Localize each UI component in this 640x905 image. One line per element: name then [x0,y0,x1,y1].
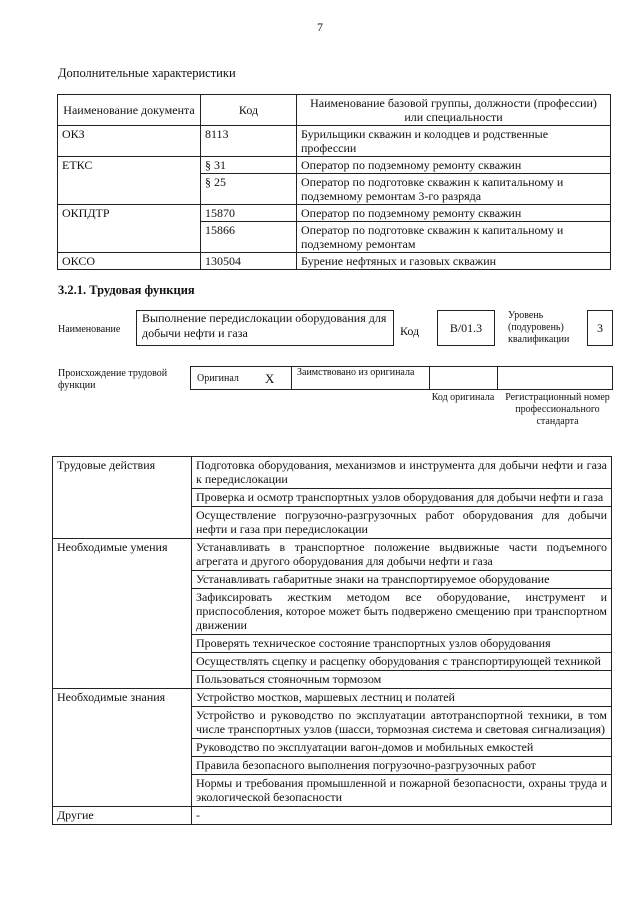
table-row [53,671,612,689]
table-row [53,775,612,807]
list-item: Зафиксировать жестким методом все оборудование, инструмент и приспособления, которое может быть подвержено смещению при транспортном движении [192,589,612,635]
cell-code: 130504 [201,253,297,270]
function-code-box [437,310,495,346]
table-row [53,739,612,757]
table-row [53,571,612,589]
function-code-value: В/01.3 [449,321,483,335]
category-cell [53,707,192,739]
list-item: Устройство и руководство по эксплуатации автотранспортной техники, в том числе транспортных узлов (шасси, тормозная система и световая сигнализация) [192,707,612,739]
list-item: Устанавливать в транспортное положение выдвижные части подъемного агрегата и другого оборудования для добычи нефти и газа [192,539,612,571]
table-row [53,635,612,653]
category-other: Другие [53,807,192,825]
category-cell [53,653,192,671]
list-item: - [192,807,612,825]
table-row [53,653,612,671]
cell-name: Оператор по подземному ремонту скважин [297,205,611,222]
function-name-value: Выполнение передислокации оборудования для добычи нефти и газа [142,311,387,340]
qualification-level-value: 3 [597,321,603,335]
origin-divider [497,367,498,389]
list-item: Подготовка оборудования, механизмов и инструмента для добычи нефти и газа к передислокации [192,457,612,489]
list-item: Устанавливать габаритные знаки на транспортируемое оборудование [192,571,612,589]
list-item: Проверять техническое состояние транспортных узлов оборудования [192,635,612,653]
cell-name: Оператор по подготовке скважин к капитальному и подземному ремонтам 3-го разряда [297,174,611,205]
category-knowledge: Необходимые знания [53,689,192,707]
cell-doc: ОКЗ [58,126,201,157]
function-name-box [136,310,394,346]
table-row [58,174,611,205]
cell-code: 15866 [201,222,297,253]
cell-doc: ОКПДТР [58,205,201,222]
category-cell [53,589,192,635]
cell-name: Бурильщики скважин и колодцев и родственные профессии [297,126,611,157]
qualification-level-label: Уровень (подуровень) квалификации [508,310,570,345]
category-cell [53,635,192,653]
table-row [58,126,611,157]
code-original-caption: Код оригинала [431,392,495,403]
borrowed-label: Заимствовано из оригинала [297,367,415,378]
cell-code: § 31 [201,157,297,174]
table-row [58,253,611,270]
qualification-level-box [587,310,613,346]
cell-name: Бурение нефтяных и газовых скважин [297,253,611,270]
list-item: Пользоваться стояночным тормозом [192,671,612,689]
page-number: 7 [317,20,323,34]
category-cell [53,489,192,507]
table-row [53,457,612,489]
cell-code: 15870 [201,205,297,222]
cell-doc [58,174,201,205]
list-item: Правила безопасного выполнения погрузочно-разгрузочных работ [192,757,612,775]
cell-doc: ОКСО [58,253,201,270]
category-skills: Необходимые умения [53,539,192,571]
header-document: Наименование документа [58,95,201,126]
header-group-name: Наименование базовой группы, должности (профессии) или специальности [297,95,611,126]
table-row [53,757,612,775]
cell-doc: ЕТКС [58,157,201,174]
category-cell [53,671,192,689]
header-code: Код [201,95,297,126]
category-cell [53,775,192,807]
table-row [58,222,611,253]
additional-characteristics-title: Дополнительные характеристики [58,66,236,80]
list-item: Устройство мостков, маршевых лестниц и полатей [192,689,612,707]
table-row [53,489,612,507]
section-title: 3.2.1. Трудовая функция [58,283,195,297]
list-item: Нормы и требования промышленной и пожарной безопасности, охраны труда и экологической безопасности [192,775,612,807]
list-item: Осуществление погрузочно-разгрузочных работ оборудования для добычи нефти и газа при передислокации [192,507,612,539]
function-name-label: Наименование [58,324,121,335]
cell-code: 8113 [201,126,297,157]
table-row [58,157,611,174]
table-row [53,807,612,825]
table-header-row [58,95,611,126]
cell-doc [58,222,201,253]
cell-name: Оператор по подготовке скважин к капитальному и подземному ремонтам [297,222,611,253]
origin-box [190,366,613,390]
cell-code: § 25 [201,174,297,205]
table-row [53,539,612,571]
origin-divider [291,367,292,389]
table-row [53,689,612,707]
list-item: Проверка и осмотр транспортных узлов оборудования для добычи нефти и газа [192,489,612,507]
table-row [53,589,612,635]
category-cell [53,507,192,539]
original-mark: X [265,371,275,386]
category-cell [53,739,192,757]
table-row [53,707,612,739]
origin-divider [429,367,430,389]
category-labor-actions: Трудовые действия [53,457,192,489]
table-row [58,205,611,222]
list-item: Осуществлять сцепку и расцепку оборудования с транспортирующей техникой [192,653,612,671]
original-label: Оригинал [197,373,239,384]
registration-number-caption: Регистрационный номер профессионального стандарта [505,392,610,427]
cell-name: Оператор по подземному ремонту скважин [297,157,611,174]
additional-characteristics-table [57,94,611,270]
origin-label: Происхождение трудовой функции [58,368,168,391]
category-cell [53,571,192,589]
table-row [53,507,612,539]
category-cell [53,757,192,775]
function-code-label: Код [400,324,420,338]
list-item: Руководство по эксплуатации вагон-домов и мобильных емкостей [192,739,612,757]
function-details-table [52,456,612,825]
